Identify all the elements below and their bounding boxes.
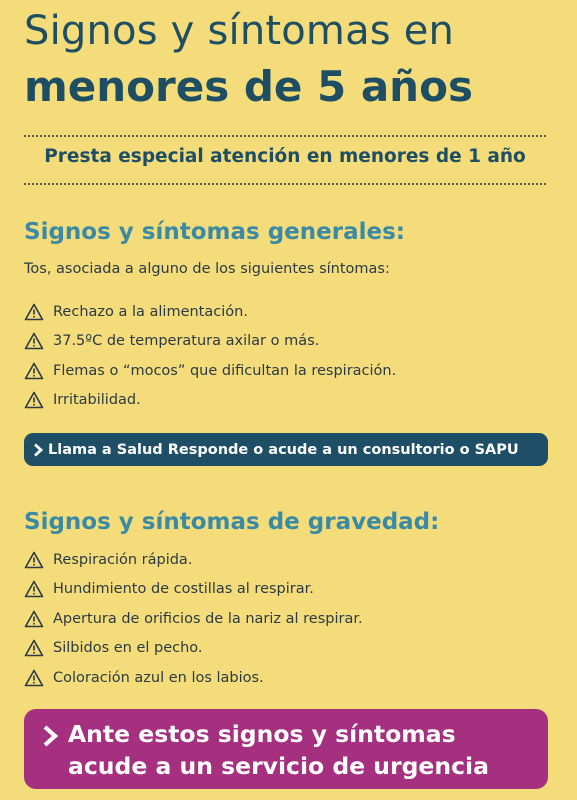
- warning-triangle-icon: [24, 669, 44, 687]
- subtitle: Presta especial atención en menores de 1 año: [44, 146, 526, 167]
- section-heading-severity: Signos y síntomas de gravedad:: [24, 509, 440, 535]
- urgent-care-banner: [24, 709, 548, 789]
- severity-symptom-list: [24, 545, 363, 693]
- chevron-right-icon: [33, 443, 43, 457]
- urgent-text-line1: Ante estos signos y síntomas: [68, 720, 456, 748]
- list-item-text: Coloración azul en los labios.: [53, 669, 264, 686]
- chevron-right-icon: [42, 725, 58, 747]
- list-item-text: Irritabilidad.: [53, 392, 141, 409]
- general-symptom-list: [24, 297, 396, 415]
- list-item: [24, 663, 363, 693]
- warning-triangle-icon: [24, 391, 44, 409]
- list-item: [24, 327, 396, 357]
- list-item: [24, 575, 363, 605]
- page-title-line2: menores de 5 años: [24, 62, 473, 111]
- list-item: [24, 386, 396, 416]
- list-item-text: Hundimiento de costillas al respirar.: [53, 581, 314, 598]
- urgent-text-line2: acude a un servicio de urgencia: [68, 752, 489, 780]
- page-title-line1: Signos y síntomas en: [24, 8, 455, 54]
- cta-text: Llama a Salud Responde o acude a un consultorio o SAPU: [48, 441, 519, 458]
- list-item: [24, 634, 363, 664]
- warning-triangle-icon: [24, 639, 44, 657]
- divider-bottom: [24, 183, 546, 185]
- list-item-text: Silbidos en el pecho.: [53, 640, 203, 657]
- warning-triangle-icon: [24, 610, 44, 628]
- warning-triangle-icon: [24, 362, 44, 380]
- list-item: [24, 604, 363, 634]
- list-item: [24, 356, 396, 386]
- general-intro: Tos, asociada a alguno de los siguientes síntomas:: [24, 261, 390, 277]
- list-item-text: 37.5ºC de temperatura axilar o más.: [53, 333, 320, 350]
- divider-top: [24, 135, 546, 137]
- warning-triangle-icon: [24, 303, 44, 321]
- warning-triangle-icon: [24, 332, 44, 350]
- list-item-text: Flemas o “mocos” que dificultan la respiración.: [53, 362, 397, 379]
- warning-triangle-icon: [24, 551, 44, 569]
- list-item-text: Apertura de orificios de la nariz al respirar.: [53, 610, 363, 627]
- call-salud-responde-banner: [24, 433, 548, 466]
- list-item-text: Rechazo a la alimentación.: [53, 303, 248, 320]
- list-item: [24, 297, 396, 327]
- list-item: [24, 545, 363, 575]
- list-item-text: Respiración rápida.: [53, 551, 193, 568]
- section-heading-general: Signos y síntomas generales:: [24, 219, 405, 245]
- warning-triangle-icon: [24, 580, 44, 598]
